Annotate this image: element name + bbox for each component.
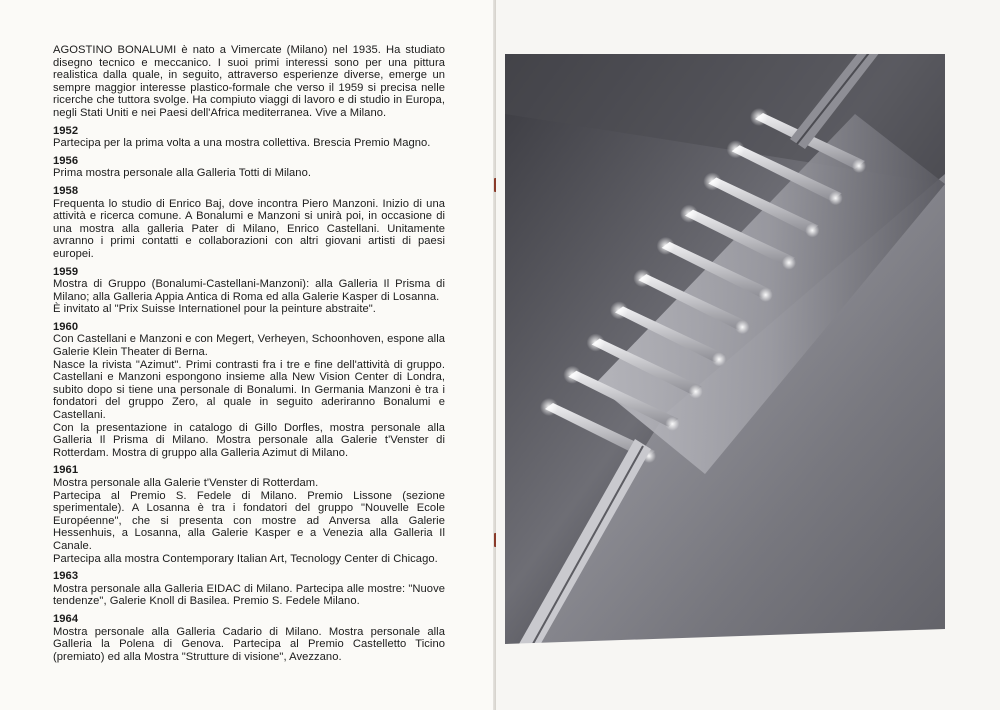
- entry-paragraph: Prima mostra personale alla Galleria Totti di Milano.: [53, 167, 311, 180]
- rib-highlight: [657, 237, 675, 255]
- rib-highlight: [712, 352, 726, 366]
- entry-paragraph: Nasce la rivista "Azimut". Primi contrasti fra i tre e fine dell'attività di gruppo. Castellani e Manzoni espongono insieme alla New Vision Center di Londra, subito dopo si tiene una personale di Bonalumi. In Germania Manzoni è tra i fondatori del gruppo Zero, al quale in seguito aderiranno Bonalumi e Castellani.: [53, 358, 445, 422]
- entry-paragraph: Partecipa al Premio S. Fedele di Milano. Premio Lissone (sezione sperimentale). A Losanna è tra i fondatori del gruppo "Nouvelle Ecole Européenne", che si presenta con mostre ad Anversa alla Galerie Hessenhuis, a Losanna, alla Galerie Kasper e a Venezia alla Galleria Il Canale.: [53, 489, 445, 552]
- chronology-entry-1960: [53, 321, 445, 460]
- entry-year: 1963: [53, 570, 79, 583]
- chronology-entry-1963: [53, 570, 445, 608]
- entry-paragraph: Con Castellani e Manzoni e con Megert, Verheyen, Schoonhoven, espone alla Galerie Klein Theater di Berna.: [53, 333, 445, 359]
- rib-highlight: [665, 417, 679, 431]
- chronology-entry-1964: [53, 613, 445, 663]
- chronology-entry-1958: [53, 185, 445, 261]
- rib-highlight: [829, 191, 843, 205]
- chronology-list: [53, 125, 445, 664]
- entry-year: 1952: [53, 124, 79, 137]
- rib-highlight: [689, 385, 703, 399]
- entry-paragraph: Mostra personale alla Galleria Cadario di Milano. Mostra personale alla Galleria la Polena di Genova. Partecipa al Premio Castelletto Ticino (premiato) ed alla Mostra "Strutture di visione", Avezzano.: [53, 625, 445, 663]
- rib-highlight: [680, 205, 698, 223]
- chronology-entry-1961: [53, 464, 445, 565]
- entry-paragraph: Mostra personale alla Galleria EIDAC di Milano. Partecipa alle mostre: "Nuove tendenze", Galerie Knoll di Basilea. Premio S. Fedele Milano.: [53, 582, 445, 608]
- rib-highlight: [563, 366, 581, 384]
- entry-year: 1960: [53, 320, 79, 333]
- artist-bio: AGOSTINO BONALUMI è nato a Vimercate (Milano) nel 1935. Ha studiato disegno tecnico e meccanico. I suoi primi interessi sono per una pittura realistica dalla quale, in seguito, attraverso esperienze diverse, emerge un sempre maggior interesse plastico-formale che verso il 1959 si precisa nelle ricerche che tuttora svolge. Ha compiuto viaggi di lavoro e di studio in Europa, negli Stati Uniti e nei Paesi dell'Africa mediterranea. Vive a Milano.: [53, 44, 445, 119]
- entry-year: 1961: [53, 464, 79, 477]
- rib-highlight: [750, 108, 768, 126]
- rib-highlight: [852, 159, 866, 173]
- rib-highlight: [540, 398, 558, 416]
- rib-highlight: [759, 288, 773, 302]
- relief-artwork-image: [505, 54, 945, 659]
- entry-paragraph: Mostra di Gruppo (Bonalumi-Castellani-Manzoni): alla Galleria Il Prisma di Milano; alla Galleria Appia Antica di Roma ed alla Galerie Kasper di Losanna.: [53, 278, 445, 303]
- entry-paragraph: Partecipa per la prima volta a una mostra collettiva. Brescia Premio Magno.: [53, 137, 431, 150]
- rib-highlight: [633, 269, 651, 287]
- chronology-entry-1959: [53, 266, 445, 316]
- entry-paragraph: Partecipa alla mostra Contemporary Italian Art, Tecnology Center di Chicago.: [53, 552, 438, 565]
- entry-year: 1956: [53, 154, 79, 167]
- entry-paragraph: È invitato al "Prix Suisse Internationel pour la peinture abstraite".: [53, 303, 376, 316]
- entry-paragraph: Con la presentazione in catalogo di Gillo Dorfles, mostra personale alla Galleria Il Prisma di Milano. Mostra personale alla Galerie t'Venster di Rotterdam. Mostra di gruppo alla Galleria Azimut di Milano.: [53, 421, 445, 459]
- rib-highlight: [735, 320, 749, 334]
- rib-highlight: [805, 223, 819, 237]
- chronology-entry-1956: [53, 155, 445, 180]
- entry-year: 1964: [53, 612, 79, 625]
- entry-year: 1959: [53, 265, 79, 278]
- rib-highlight: [703, 172, 721, 190]
- entry-paragraph: Mostra personale alla Galerie t'Venster di Rotterdam.: [53, 477, 319, 489]
- chronology-entry-1952: [53, 125, 445, 150]
- rib-highlight: [610, 301, 628, 319]
- entry-year: 1958: [53, 184, 79, 197]
- artwork-photograph: [505, 54, 945, 659]
- rib-highlight: [727, 140, 745, 158]
- left-page: [0, 0, 496, 710]
- entry-paragraph: Frequenta lo studio di Enrico Baj, dove incontra Piero Manzoni. Inizio di una attività e ricerca comune. A Bonalumi e Manzoni si unirà poi, in occasione di una mostra alla galleria Pater di Milano, Enrico Castellani. Unitamente avranno i primi contatti e collaborazioni con altri giovani artisti di paesi europei.: [53, 197, 445, 260]
- biography-column: [53, 44, 445, 668]
- rib-highlight: [782, 256, 796, 270]
- rib-highlight: [587, 334, 605, 352]
